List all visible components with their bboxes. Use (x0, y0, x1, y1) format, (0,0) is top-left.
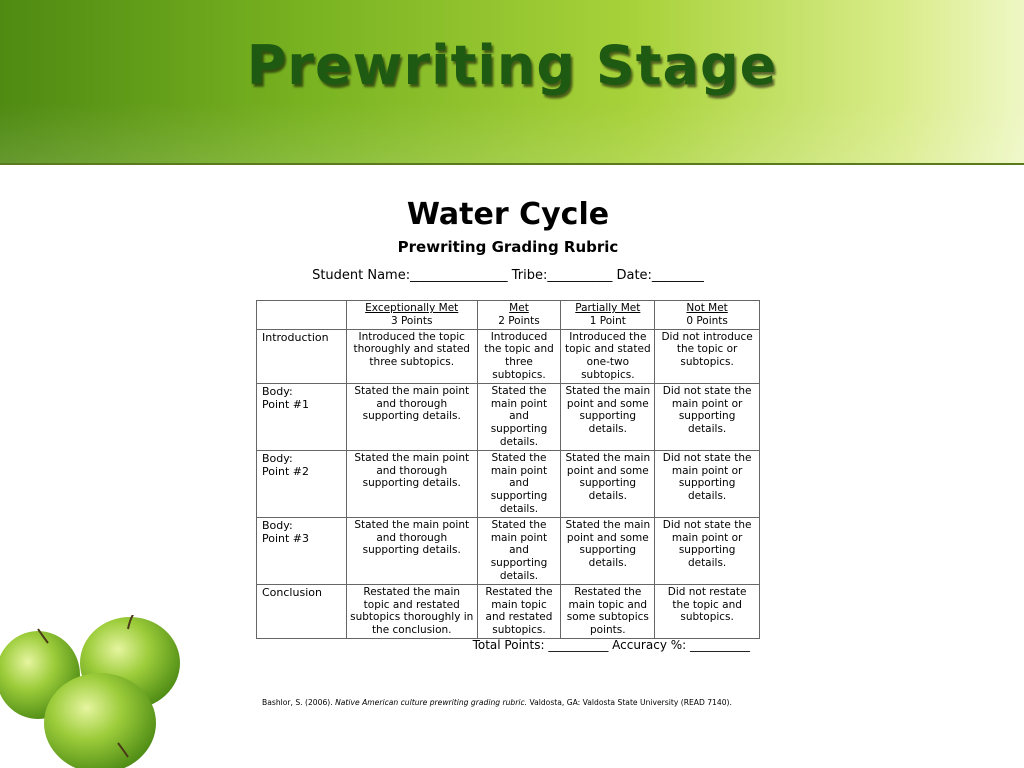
rubric-cell: Did not introduce the topic or subtopics. (655, 329, 760, 383)
rubric-cell: Stated the main point and some supporting details. (561, 517, 655, 584)
rubric-cell: Introduced the topic and stated one-two subtopics. (561, 329, 655, 383)
row-header-line2: Point #2 (262, 464, 310, 478)
rubric-cell: Restated the main topic and restated subtopics. (477, 584, 561, 638)
document-subtitle: Prewriting Grading Rubric (397, 238, 619, 256)
column-points: 0 Points (686, 314, 728, 327)
row-header-line1: Introduction (262, 330, 329, 344)
rubric-row-introduction (257, 329, 760, 383)
column-label: Partially Met (575, 302, 641, 314)
citation-title: Native American culture prewriting grading rubric. (335, 698, 528, 707)
rubric-cell: Did not state the main point or supporting details. (655, 517, 760, 584)
rubric-corner-cell (257, 301, 347, 330)
rubric-row-body-1 (257, 383, 760, 450)
column-label: Not Met (686, 302, 728, 314)
rubric-cell: Restated the main topic and some subtopics points. (561, 584, 655, 638)
rubric-table (256, 300, 760, 639)
column-points: 1 Point (589, 314, 626, 327)
citation-publisher: Valdosta, GA: Valdosta State University (READ 7140). (527, 698, 732, 707)
rubric-cell: Introduced the topic and three subtopics. (477, 329, 561, 383)
rubric-cell: Did not state the main point or supporting details. (655, 383, 760, 450)
rubric-cell: Stated the main point and supporting details. (477, 517, 561, 584)
student-info-line: Student Name:_______________ Tribe:__________ Date:________ (312, 268, 704, 283)
column-header (561, 301, 655, 330)
citation-author: Bashlor, S. (2006). (262, 698, 336, 707)
rubric-cell: Stated the main point and supporting details. (477, 450, 561, 517)
rubric-cell: Stated the main point and thorough supporting details. (346, 517, 477, 584)
totals-line: Total Points: __________ Accuracy %: __________ (472, 638, 750, 652)
row-header (257, 383, 347, 450)
slide-title: Prewriting Stage (246, 34, 778, 97)
rubric-row-body-3 (257, 517, 760, 584)
row-header-line2: Point #3 (262, 531, 310, 545)
rubric-cell: Stated the main point and some supporting details. (561, 450, 655, 517)
rubric-cell: Restated the main topic and restated subtopics thoroughly in the conclusion. (346, 584, 477, 638)
rubric-row-conclusion (257, 584, 760, 638)
row-header-line1: Conclusion (262, 585, 322, 599)
rubric-header-row (257, 301, 760, 330)
column-points: 2 Points (498, 314, 540, 327)
row-header (257, 450, 347, 517)
citation (262, 698, 732, 707)
document-title: Water Cycle (406, 197, 610, 232)
column-header (346, 301, 477, 330)
rubric-row-body-2 (257, 450, 760, 517)
rubric-cell: Did not state the main point or supporting details. (655, 450, 760, 517)
column-label: Exceptionally Met (365, 302, 459, 314)
green-apples-image (0, 615, 190, 768)
rubric-cell: Did not restate the topic and subtopics. (655, 584, 760, 638)
rubric-cell: Stated the main point and thorough supporting details. (346, 450, 477, 517)
row-header-line1: Body: (262, 451, 293, 465)
rubric-cell: Introduced the topic thoroughly and stated three subtopics. (346, 329, 477, 383)
rubric-cell: Stated the main point and some supporting details. (561, 383, 655, 450)
row-header (257, 329, 347, 383)
banner-divider (0, 163, 1024, 165)
row-header (257, 584, 347, 638)
row-header-line1: Body: (262, 518, 293, 532)
column-points: 3 Points (390, 314, 433, 327)
row-header-line2: Point #1 (262, 397, 310, 411)
rubric-cell: Stated the main point and supporting details. (477, 383, 561, 450)
rubric-cell: Stated the main point and thorough supporting details. (346, 383, 477, 450)
column-label: Met (509, 302, 529, 314)
row-header-line1: Body: (262, 384, 293, 398)
column-header (655, 301, 760, 330)
column-header (477, 301, 561, 330)
row-header (257, 517, 347, 584)
